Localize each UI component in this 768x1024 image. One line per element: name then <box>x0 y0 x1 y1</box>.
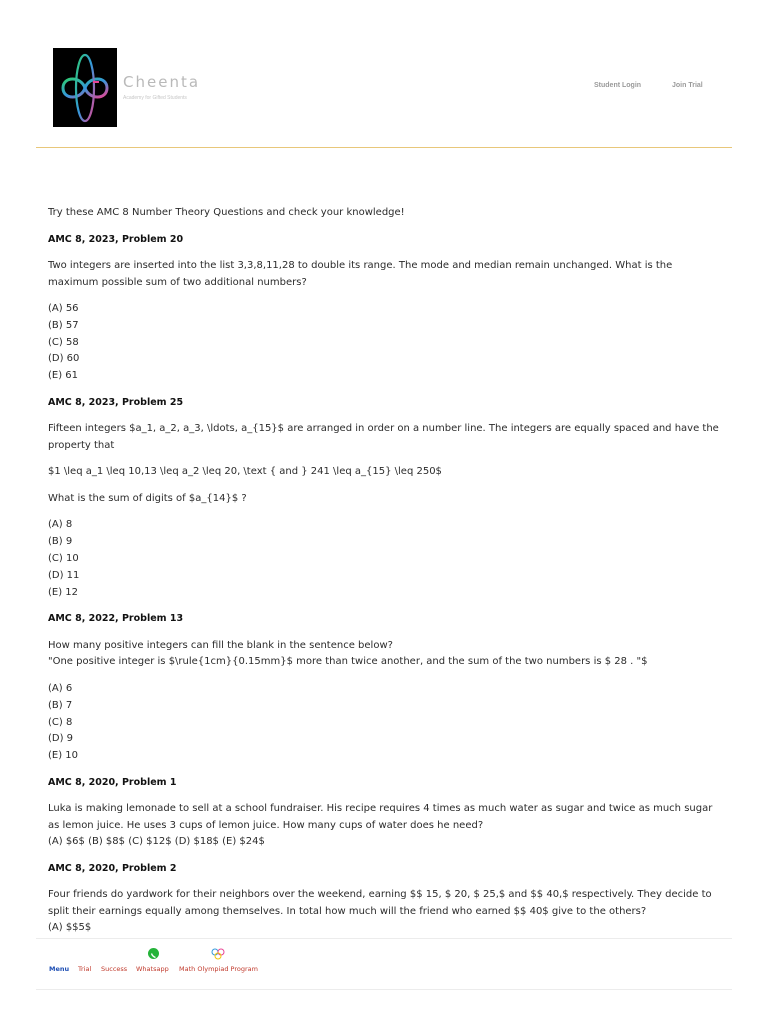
option: (A) 56 <box>48 303 79 314</box>
option: (C) 58 <box>48 336 79 348</box>
article-content <box>48 205 724 947</box>
option: (C) 8 <box>48 716 73 728</box>
bottom-nav-menu[interactable]: Menu <box>49 965 70 973</box>
option: (B) 9 <box>48 536 73 548</box>
options-inline: (A) $$5$ <box>48 922 92 934</box>
bottom-nav-bar <box>36 938 732 990</box>
bottom-nav-trial[interactable]: Trial <box>78 965 92 973</box>
site-header <box>36 36 732 148</box>
problem-heading: AMC 8, 2020, Problem 1 <box>48 776 177 788</box>
option: (C) 10 <box>48 553 79 565</box>
problem-heading: AMC 8, 2023, Problem 25 <box>48 396 184 408</box>
option: (D) 9 <box>48 733 74 745</box>
option: (B) 7 <box>48 699 73 711</box>
option: (B) 57 <box>48 319 79 331</box>
problem-text: How many positive integers can fill the blank in the sentence below? <box>48 639 393 651</box>
options-list <box>48 517 724 601</box>
brand-tagline: Academy for Gifted Students <box>123 95 187 101</box>
option: (D) 60 <box>48 353 80 365</box>
problem-text: Luka is making lemonade to sell at a school fundraiser. His recipe requires 4 times as much water as sugar and twice as much sugar as lemon juice. He uses 3 cups of lemon juice. How many cups of water does he need? <box>48 803 713 831</box>
options-inline: (A) $6$ (B) $8$ (C) $12$ (D) $18$ (E) $24$ <box>48 836 265 848</box>
options-list <box>48 681 724 765</box>
cheenta-logo[interactable] <box>53 48 117 127</box>
join-trial-link[interactable]: Join Trial <box>672 82 703 89</box>
option: (E) 61 <box>48 370 79 382</box>
option: (E) 10 <box>48 750 79 762</box>
problem-heading: AMC 8, 2020, Problem 2 <box>48 862 177 874</box>
bottom-nav-success[interactable]: Success <box>101 965 128 973</box>
problem-heading: AMC 8, 2023, Problem 20 <box>48 233 184 245</box>
whatsapp-icon[interactable] <box>148 948 159 959</box>
intro-text: Try these AMC 8 Number Theory Questions and check your knowledge! <box>48 207 405 218</box>
options-list <box>48 301 724 385</box>
option: (D) 11 <box>48 569 80 581</box>
problem-heading: AMC 8, 2022, Problem 13 <box>48 613 184 625</box>
problem-text: Fifteen integers $a_1, a_2, a_3, \ldots, a_{15}$ are arranged in order on a number line. The integers are equally spaced and have the property that <box>48 423 719 451</box>
problem-text: Two integers are inserted into the list 3,3,8,11,28 to double its range. The mode and median remain unchanged. What is the maximum possible sum of two additional numbers? <box>48 260 673 288</box>
bottom-nav-math-olympiad[interactable]: Math Olympiad Program <box>179 965 258 973</box>
problem-formula: $1 \leq a_1 \leq 10,13 \leq a_2 \leq 20, \text { and } 241 \leq a_{15} \leq 250$ <box>48 466 442 478</box>
bottom-nav-whatsapp[interactable]: Whatsapp <box>136 965 169 973</box>
option: (A) 6 <box>48 682 73 694</box>
olympiad-rings-icon[interactable] <box>211 948 225 960</box>
problem-question: What is the sum of digits of $a_{14}$ ? <box>48 492 247 504</box>
student-login-link[interactable]: Student Login <box>594 82 642 89</box>
option: (E) 12 <box>48 586 79 598</box>
brand-name[interactable]: Cheenta <box>123 73 201 91</box>
problem-text-quote: "One positive integer is $\rule{1cm}{0.15mm}$ more than twice another, and the sum of the two numbers is $ 28 . "$ <box>48 656 648 668</box>
problem-text: Four friends do yardwork for their neighbors over the weekend, earning $$ 15, $ 20, $ 25,$ and $$ 40,$ respectively. They decide to split their earnings equally among themselves. In total how much will the friend who earned $$ 40$ give to the others? <box>48 889 712 917</box>
infinity-logo-icon <box>53 48 117 127</box>
option: (A) 8 <box>48 519 73 531</box>
